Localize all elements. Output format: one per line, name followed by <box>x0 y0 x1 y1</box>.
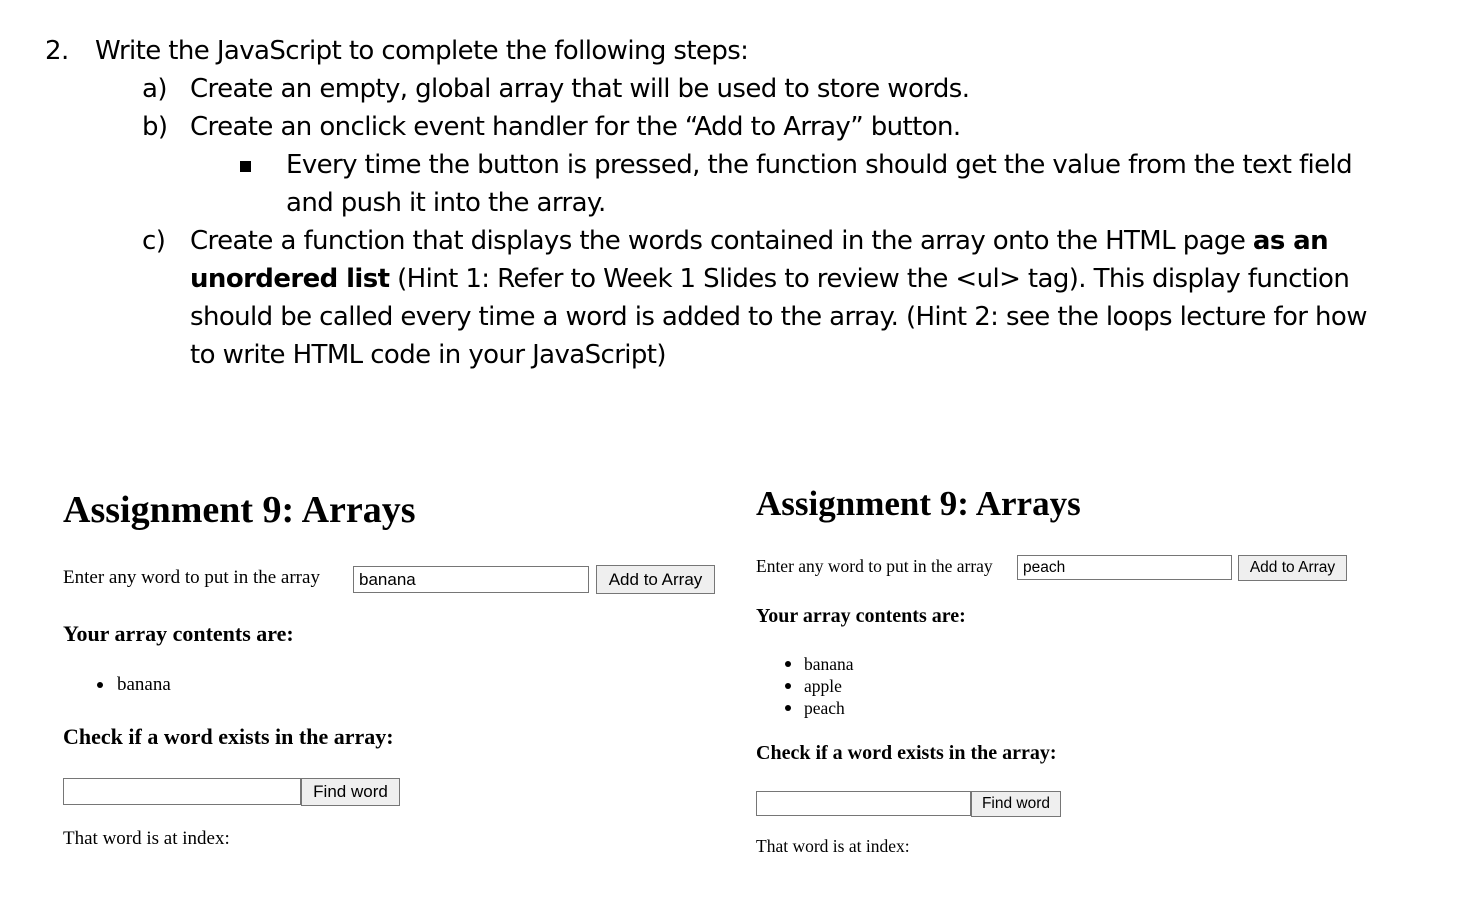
add-to-array-button[interactable]: Add to Array <box>1238 555 1347 581</box>
find-word-button[interactable]: Find word <box>301 778 400 806</box>
step-a-text: Create an empty, global array that will be used to store words. <box>190 74 970 104</box>
word-prompt-label: Enter any word to put in the array <box>63 567 320 588</box>
word-index-result: That word is at index: <box>756 836 910 856</box>
array-list-item: apple <box>804 675 854 697</box>
find-word-button[interactable]: Find word <box>971 791 1061 817</box>
word-index-result: That word is at index: <box>63 828 230 849</box>
find-word-input[interactable] <box>756 791 971 816</box>
sub-bullet-line-2: and push it into the array. <box>286 188 606 218</box>
array-list-item: banana <box>804 654 854 674</box>
square-bullet-icon <box>240 161 251 172</box>
array-contents-heading: Your array contents are: <box>756 605 966 627</box>
word-prompt-label: Enter any word to put in the array <box>756 556 993 576</box>
question-heading: Write the JavaScript to complete the following steps: <box>95 36 749 66</box>
step-c-bold-unordered-list: unordered list <box>190 264 390 294</box>
step-c-bold-as-an: as an <box>1252 226 1329 256</box>
array-list-item: banana <box>117 674 171 695</box>
step-c-line-2: unordered list (Hint 1: Refer to Week 1 Slides to review the <ul> tag). This display function <box>190 264 1350 294</box>
page-title: Assignment 9: Arrays <box>756 484 1081 523</box>
find-word-input[interactable] <box>63 778 301 805</box>
add-to-array-button[interactable]: Add to Array <box>596 565 715 594</box>
array-contents-list <box>117 674 171 696</box>
sub-bullet-line-1: Every time the button is pressed, the function should get the value from the text field <box>286 150 1353 180</box>
question-number: 2. <box>45 36 69 66</box>
step-c-marker: c) <box>142 226 166 256</box>
word-input[interactable]: banana <box>353 566 589 593</box>
word-input[interactable]: peach <box>1017 555 1232 580</box>
page-title: Assignment 9: Arrays <box>63 489 416 531</box>
array-contents-heading: Your array contents are: <box>63 621 294 646</box>
step-b-marker: b) <box>142 112 168 142</box>
check-word-heading: Check if a word exists in the array: <box>63 724 394 749</box>
step-b-text: Create an onclick event handler for the “Add to Array” button. <box>190 112 961 142</box>
step-c-line-3: should be called every time a word is added to the array. (Hint 2: see the loops lecture for how <box>190 302 1367 332</box>
check-word-heading: Check if a word exists in the array: <box>756 742 1057 764</box>
step-c-line-4: to write HTML code in your JavaScript) <box>190 340 666 370</box>
step-a-marker: a) <box>142 74 167 104</box>
step-c-line-1: Create a function that displays the words contained in the array onto the HTML page as an <box>190 226 1329 256</box>
array-contents-list <box>804 653 854 719</box>
array-list-item: peach <box>804 697 854 719</box>
